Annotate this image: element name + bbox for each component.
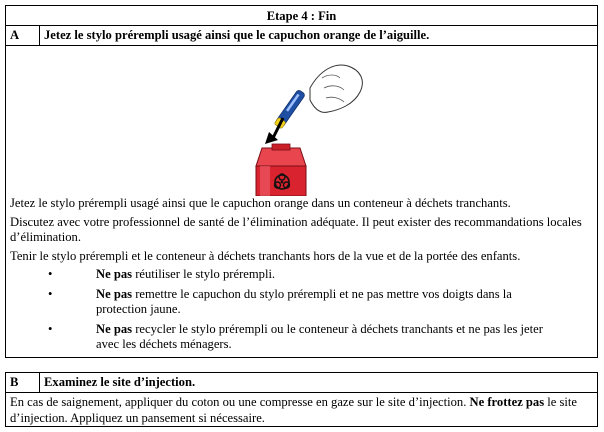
section-b-heading: Examinez le site d’injection. — [44, 375, 196, 389]
list-item: • Ne pas réutiliser le stylo prérempli. — [48, 267, 276, 281]
section-a-body — [6, 46, 597, 361]
sharps-container-icon — [256, 144, 306, 196]
hand-icon — [310, 65, 362, 112]
step-title: Etape 4 : Fin — [6, 6, 597, 26]
bullet-icon: • — [48, 321, 53, 336]
list-item: • Ne pas recycler le stylo prérempli ou le conteneur à déchets tranchants et ne pas les jeter avec les déchets ménagers. — [48, 321, 543, 351]
sharps-container-illustration — [10, 48, 603, 196]
section-a-para3: Tenir le stylo prérempli et le conteneur à déchets tranchants hors de la vue et de la portée des enfants. — [10, 248, 521, 263]
section-b-table — [5, 372, 598, 427]
down-arrow-icon — [265, 118, 283, 144]
bullet-icon: • — [48, 267, 53, 281]
disposal-illustration — [10, 48, 593, 196]
section-b-letter: B — [6, 373, 40, 392]
section-b-header — [6, 373, 597, 393]
section-b-body: En cas de saignement, appliquer du coton ou une compresse en gaze sur le site d’injection. Ne frottez pas le site d’injection. Appliquez un pansement si nécessaire. — [10, 395, 578, 425]
section-a-para2: Discutez avec votre professionnel de santé de l’élimination adéquate. Il peut exister des recommandations locales d’élimination. — [10, 214, 582, 244]
section-a-letter: A — [6, 26, 40, 45]
section-a-para1: Jetez le stylo prérempli usagé ainsi que le capuchon orange dans un conteneur à déchets tranchants. — [10, 196, 511, 210]
list-item: • Ne pas remettre le capuchon du stylo prérempli et ne pas mettre vos doigts dans la protection jaune. — [48, 286, 512, 316]
bullet-icon: • — [48, 286, 53, 301]
step-table — [5, 5, 598, 358]
section-a-header — [6, 26, 597, 46]
prefilled-pen-icon — [274, 89, 305, 129]
section-a-bullets — [10, 267, 593, 353]
section-a-heading: Jetez le stylo prérempli usagé ainsi que le capuchon orange de l’aiguille. — [44, 28, 430, 42]
